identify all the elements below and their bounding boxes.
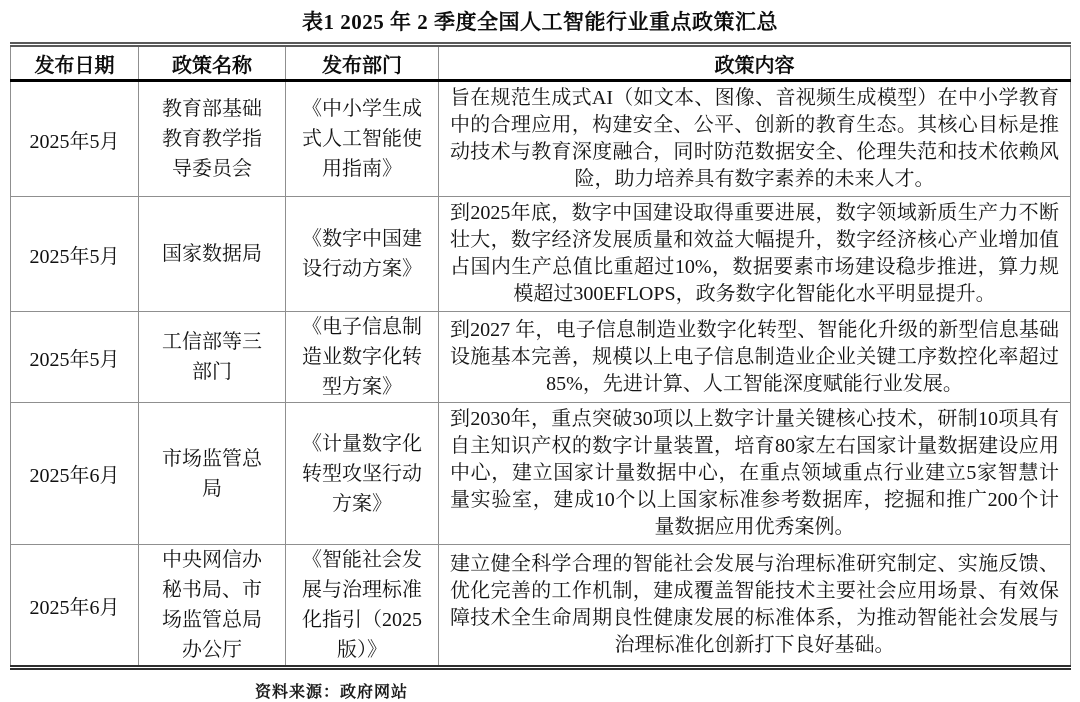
document-page (0, 6, 1080, 701)
table-row (11, 403, 1071, 545)
source-note: 资料来源：政府网站 (255, 684, 409, 701)
cell-publish-dept: 《智能社会发展与治理标准化指引（2025版）》 (286, 545, 439, 668)
cell-policy-content: 到2030年，重点突破30项以上数字计量关键核心技术，研制10项具有自主知识产权的数字计量装置，培育80家左右国家计量数据建设应用中心，建立国家计量数据中心，在重点领域重点行业建立5家智慧计量实验室，建成10个以上国家标准参考数据库，挖掘和推广200个计量数据应用优秀案例。 (439, 403, 1071, 545)
header-publish-date: 发布日期 (11, 45, 139, 81)
cell-publish-date: 2025年6月 (11, 403, 139, 545)
table-title: 表1 2025 年 2 季度全国人工智能行业重点政策汇总 (302, 10, 778, 34)
cell-publish-dept: 《中小学生成式人工智能使用指南》 (286, 81, 439, 197)
header-row (11, 45, 1071, 81)
header-publish-dept: 发布部门 (286, 45, 439, 81)
header-policy-content: 政策内容 (439, 45, 1071, 81)
cell-policy-content: 到2027 年，电子信息制造业数字化转型、智能化升级的新型信息基础设施基本完善，规模以上电子信息制造业企业关键工序数控化率超过85%，先进计算、人工智能深度赋能行业发展。 (439, 312, 1071, 403)
cell-publish-dept: 《电子信息制造业数字化转型方案》 (286, 312, 439, 403)
cell-policy-name: 市场监管总局 (139, 403, 286, 545)
cell-publish-date: 2025年5月 (11, 312, 139, 403)
cell-publish-dept: 《计量数字化转型攻坚行动方案》 (286, 403, 439, 545)
cell-policy-name: 教育部基础教育教学指导委员会 (139, 81, 286, 197)
cell-publish-date: 2025年6月 (11, 545, 139, 668)
table-row (11, 545, 1071, 668)
header-policy-name: 政策名称 (139, 45, 286, 81)
cell-policy-content: 建立健全科学合理的智能社会发展与治理标准研究制定、实施反馈、优化完善的工作机制，建成覆盖智能技术主要社会应用场景、有效保障技术全生命周期良性健康发展的标准体系，为推动智能社会发展与治理标准化创新打下良好基础。 (439, 545, 1071, 668)
table-row (11, 312, 1071, 403)
cell-policy-name: 工信部等三部门 (139, 312, 286, 403)
table-row (11, 197, 1071, 312)
cell-publish-date: 2025年5月 (11, 81, 139, 197)
policy-summary-table (10, 42, 1071, 670)
table-row (11, 81, 1071, 197)
cell-policy-content: 旨在规范生成式AI（如文本、图像、音视频生成模型）在中小学教育中的合理应用，构建安全、公平、创新的教育生态。其核心目标是推动技术与教育深度融合，同时防范数据安全、伦理失范和技术依赖风险，助力培养具有数字素养的未来人才。 (439, 81, 1071, 197)
cell-policy-name: 国家数据局 (139, 197, 286, 312)
cell-publish-dept: 《数字中国建设行动方案》 (286, 197, 439, 312)
cell-policy-content: 到2025年底，数字中国建设取得重要进展，数字领域新质生产力不断壮大，数字经济发展质量和效益大幅提升，数字经济核心产业增加值占国内生产总值比重超过10%，数据要素市场建设稳步推进，算力规模超过300EFLOPS，政务数字化智能化水平明显提升。 (439, 197, 1071, 312)
cell-policy-name: 中央网信办秘书局、市场监管总局办公厅 (139, 545, 286, 668)
cell-publish-date: 2025年5月 (11, 197, 139, 312)
